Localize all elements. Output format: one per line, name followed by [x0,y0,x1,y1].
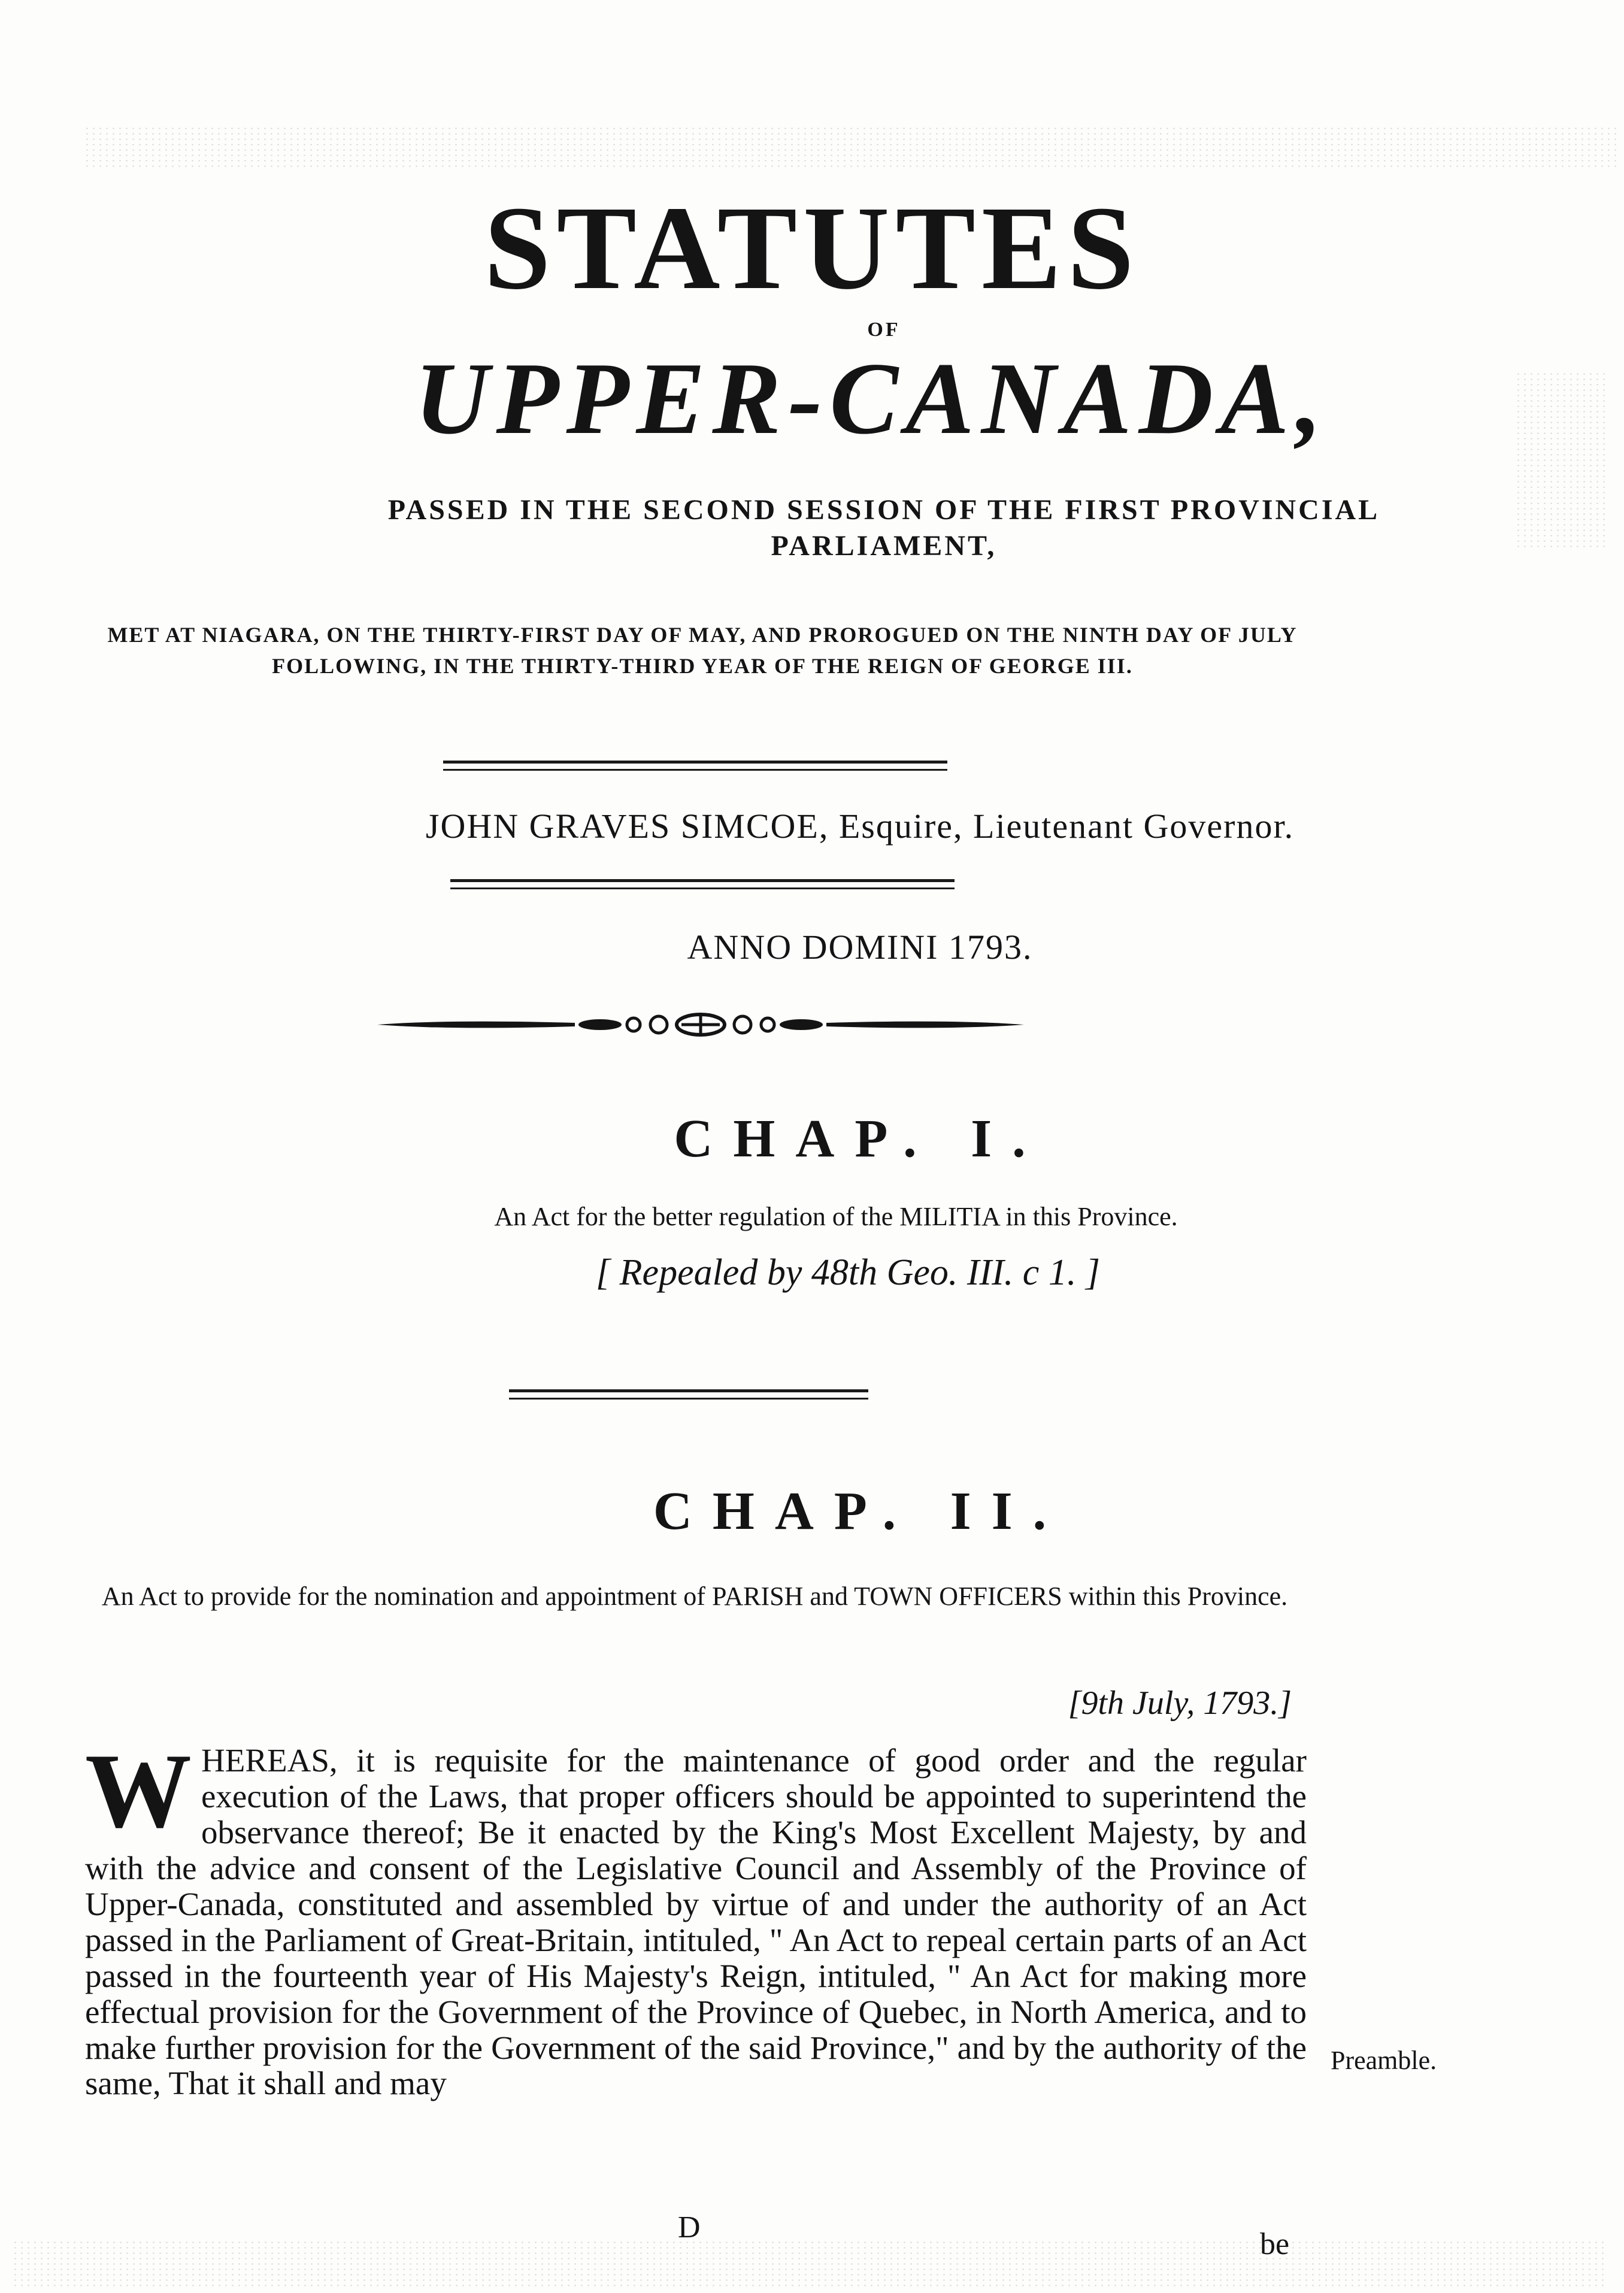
repealed-text: [ Repealed by 48th Geo. III. c 1. ] [596,1252,1100,1293]
session-line-2: PARLIAMENT, [771,530,997,562]
double-rule-top-b [443,769,947,771]
signature-mark: D [678,2210,701,2244]
title-upper-canada: UPPER-CANADA, [414,342,1329,456]
scan-noise-bottom [12,2240,1605,2288]
double-rule-mid-b [450,887,955,889]
preamble-text: HEREAS, it is requisite for the maintenance of good order and the regular execution of the Laws, that proper officers should be appointed to superintend the observance thereof; Be it enacted by the King's Most Excellent Majesty, by and with the advice and consent of the Legislative Council and Assembly of the Province of Upper-Canada, constituted and assembled by virtue of and under the authority of an Act passed in the Parliament of Great-Britain, intituled, " An Act to repeal certain parts of an Act passed in the fourteenth year of His Majesty's Reign, intituled, " An Act for making more effectual provision for the Government of the Province of Quebec, in North America, and to make further provision for the Government of the said Province," and by the authority of the same, That it shall and may [85,1742,1307,2102]
anno-domini: ANNO DOMINI 1793. [687,928,1033,967]
chapter-2-act-title: An Act to provide for the nomination and appointment of PARISH and TOWN OFFICERS within this Province. [101,1582,1288,1611]
title-of: OF [867,319,901,341]
preamble-body [85,1731,1307,2102]
enactment-date [1068,1684,1292,1722]
title-statutes: STATUTES [484,182,1140,314]
chapter-2-heading: CHAP. II. [653,1482,1067,1541]
marginal-note: Preamble. [1331,2046,1437,2075]
chapter-1-repealed-note [36,1252,1624,1294]
scan-noise-top [84,126,1617,168]
session-line-1: PASSED IN THE SECOND SESSION OF THE FIRST PROVINCIAL [387,494,1380,526]
chapter-1-act-title: An Act for the better regulation of the MILITIA in this Province. [494,1202,1178,1231]
double-rule-mid-a [450,879,955,882]
double-rule-chap-b [509,1398,868,1400]
session-statement [72,492,1624,564]
governor-line: JOHN GRAVES SIMCOE, Esquire, Lieutenant Governor. [425,807,1295,846]
double-rule-chap-a [509,1389,868,1392]
chapter-1-heading: CHAP. I. [674,1109,1046,1168]
meeting-statement: MET AT NIAGARA, ON THE THIRTY-FIRST DAY OF MAY, AND PROROGUED ON THE NINTH DAY OF JULY FOLLOWING, IN THE THIRTY-THIRD YEAR OF THE REIGN OF GEORGE III. [107,623,1298,678]
double-rule-top-a [443,761,947,764]
ornament-divider [377,1010,1024,1040]
catchword: be [1260,2227,1290,2261]
enactment-date-text: [9th July, 1793.] [1068,1685,1292,1722]
drop-cap: W [85,1731,192,1850]
